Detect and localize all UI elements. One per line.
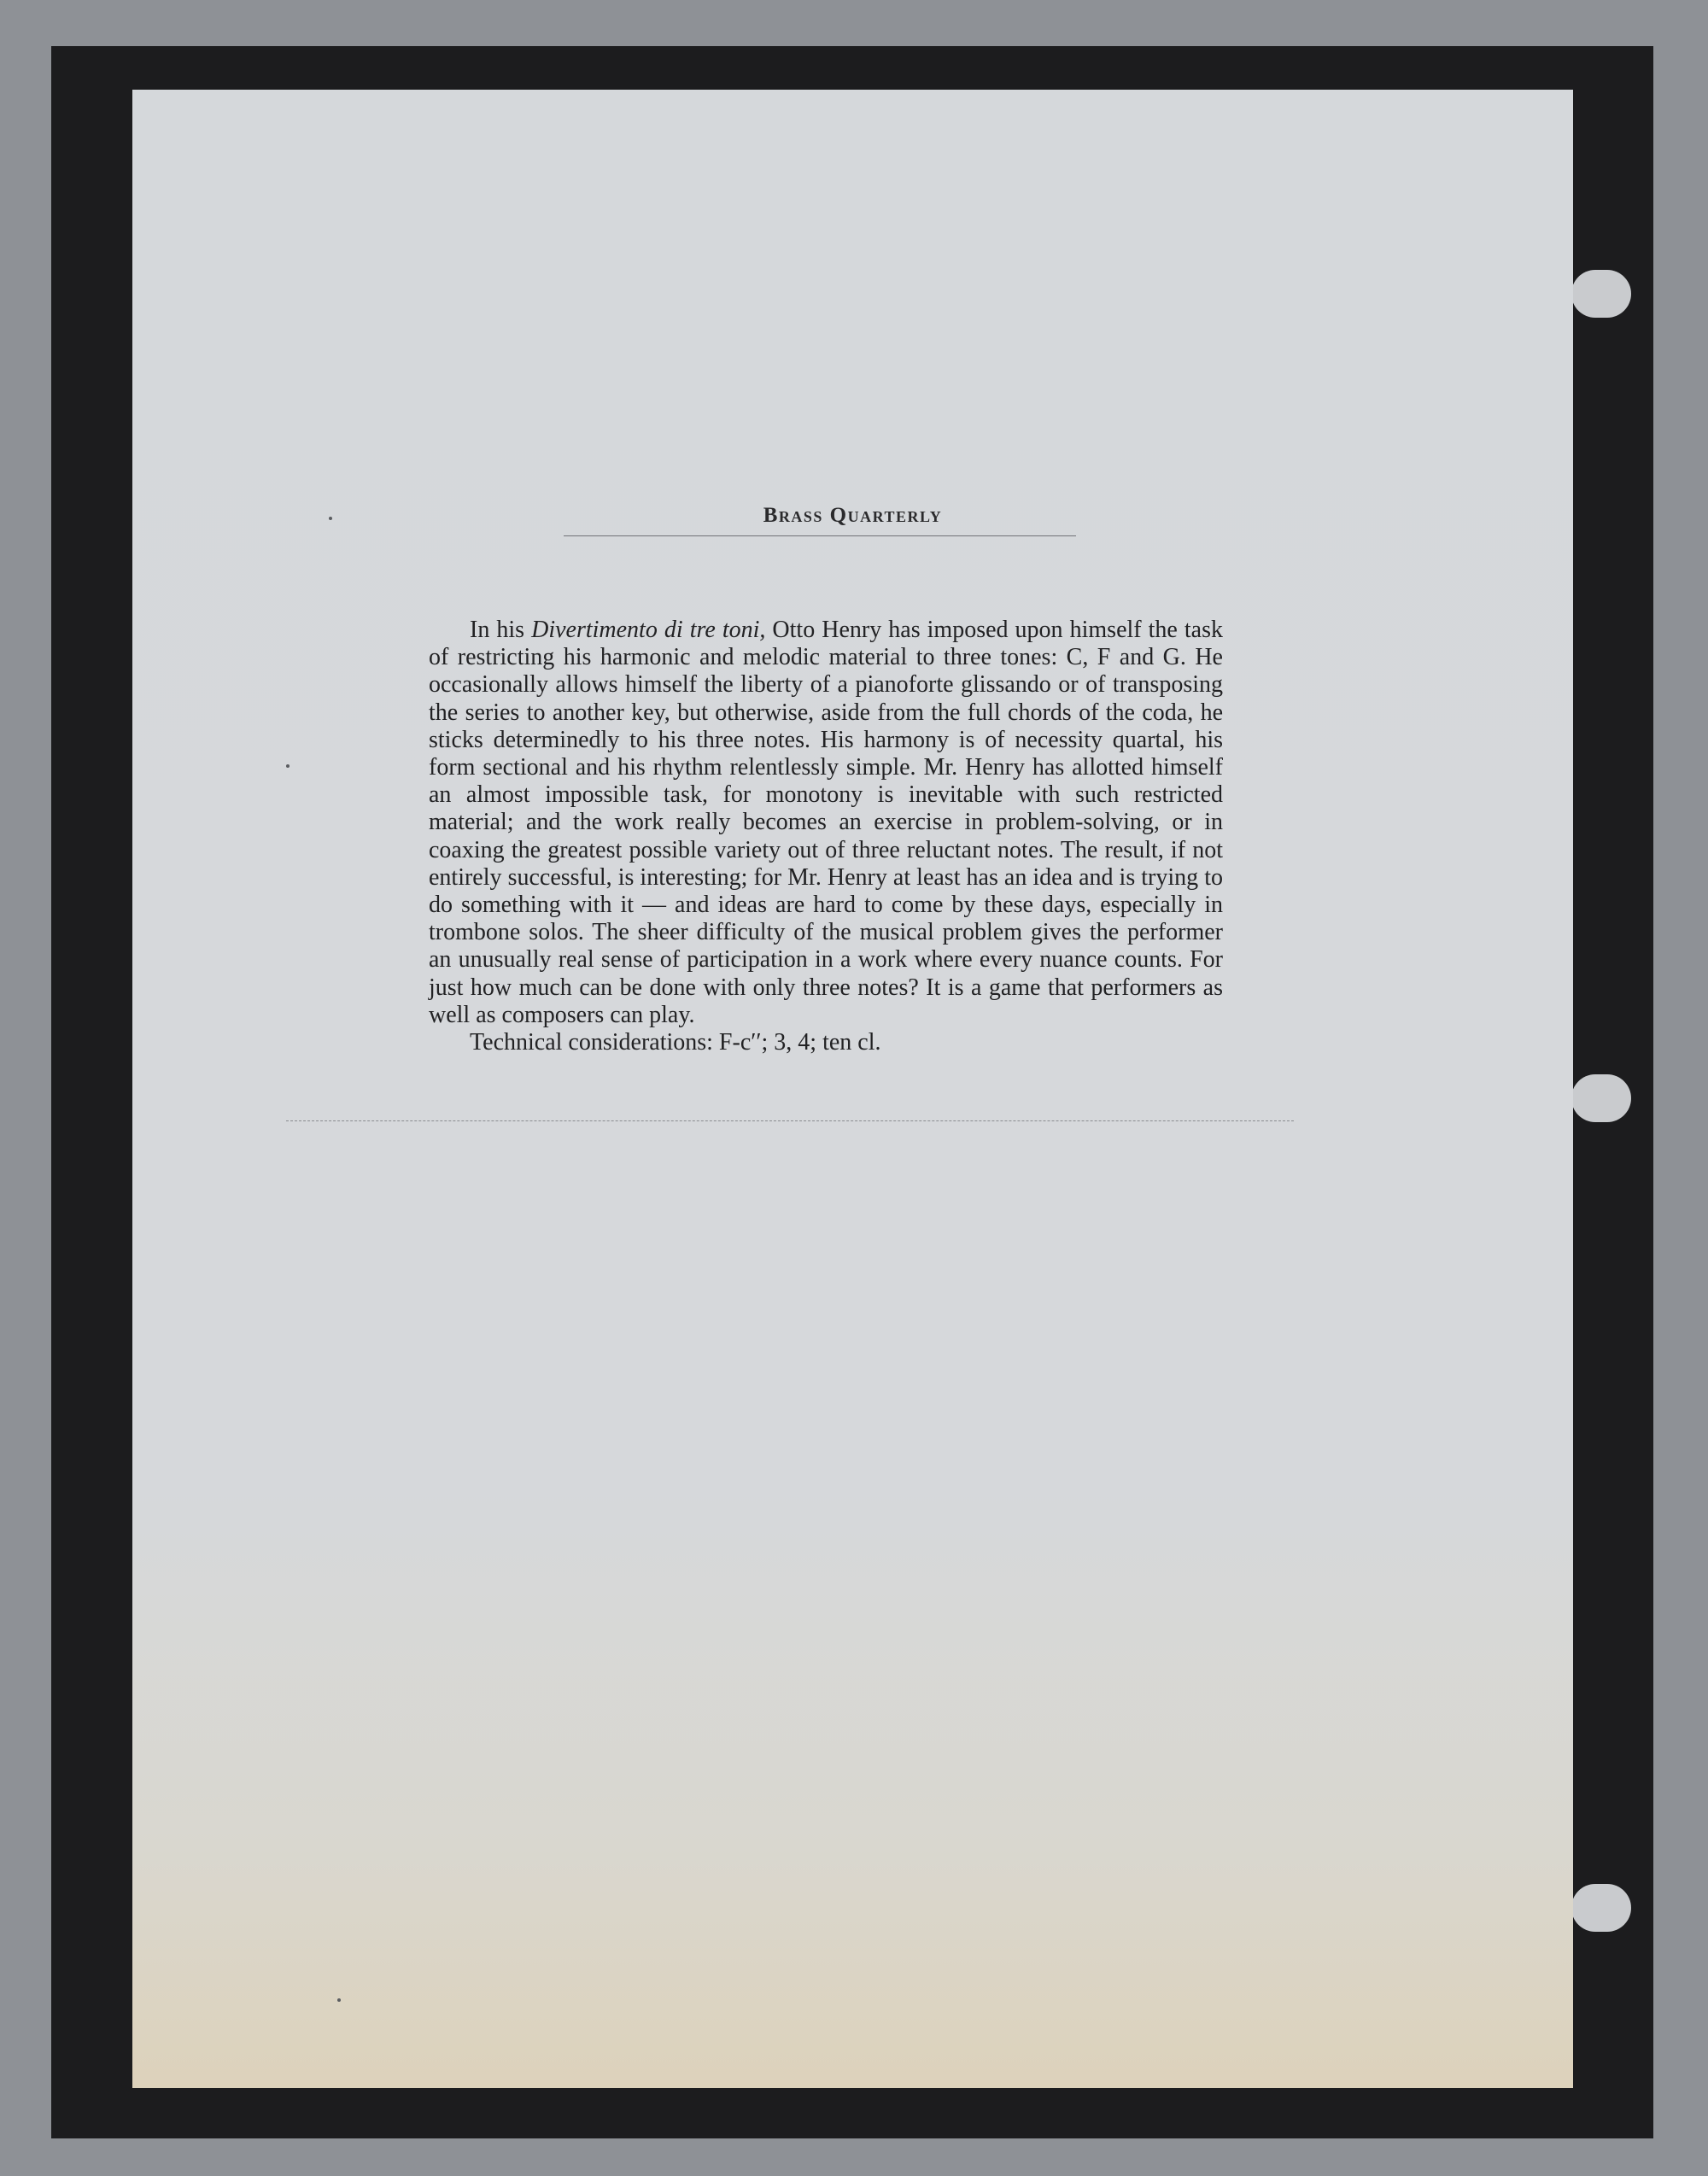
paper-speck: [337, 1998, 341, 2002]
binder-hole-middle: [1571, 1074, 1631, 1122]
running-head-rule: [564, 535, 1076, 536]
paragraph-body: Otto Henry has imposed upon himself the task of restricting his harmonic and melodic material to three tones: C, F and G. He occasionally allows himself the liberty of a pianoforte glissando or of transposing the series to another key, but otherwise, aside from the full chords of the coda, he sticks determinedly to his three notes. His harmony is of necessity quartal, his form sectional and his rhythm relentlessly simple. Mr. Henry has allotted himself an almost impossible task, for monotony is inevitable with such restricted material; and the work really becomes an exercise in problem-solving, or in coaxing the greatest possible variety out of three reluctant notes. The result, if not entirely successful, is interesting; for Mr. Henry at least has an idea and is trying to do something with it — and ideas are hard to come by these days, especially in trombone solos. The sheer difficulty of the musical problem gives the performer an unusually real sense of participation in a work where every nuance counts. For just how much can be done with only three notes? It is a game that performers as well as composers can play.: [429, 617, 1223, 1028]
paper-speck: [329, 517, 332, 520]
section-rule: [286, 1120, 1294, 1121]
paper-speck: [286, 764, 290, 768]
paragraph-intro: In his: [470, 617, 532, 643]
binder-hole-top: [1571, 270, 1631, 318]
technical-considerations: Technical considerations: F-c′′; 3, 4; ten cl.: [470, 1029, 881, 1056]
page: [132, 90, 1573, 2088]
work-title: Divertimento di tre toni,: [531, 617, 766, 643]
review-text: [429, 617, 1223, 1056]
running-head: Brass Quarterly: [763, 504, 943, 527]
review-paragraph: [429, 617, 1223, 1029]
binder-hole-bottom: [1571, 1884, 1631, 1932]
